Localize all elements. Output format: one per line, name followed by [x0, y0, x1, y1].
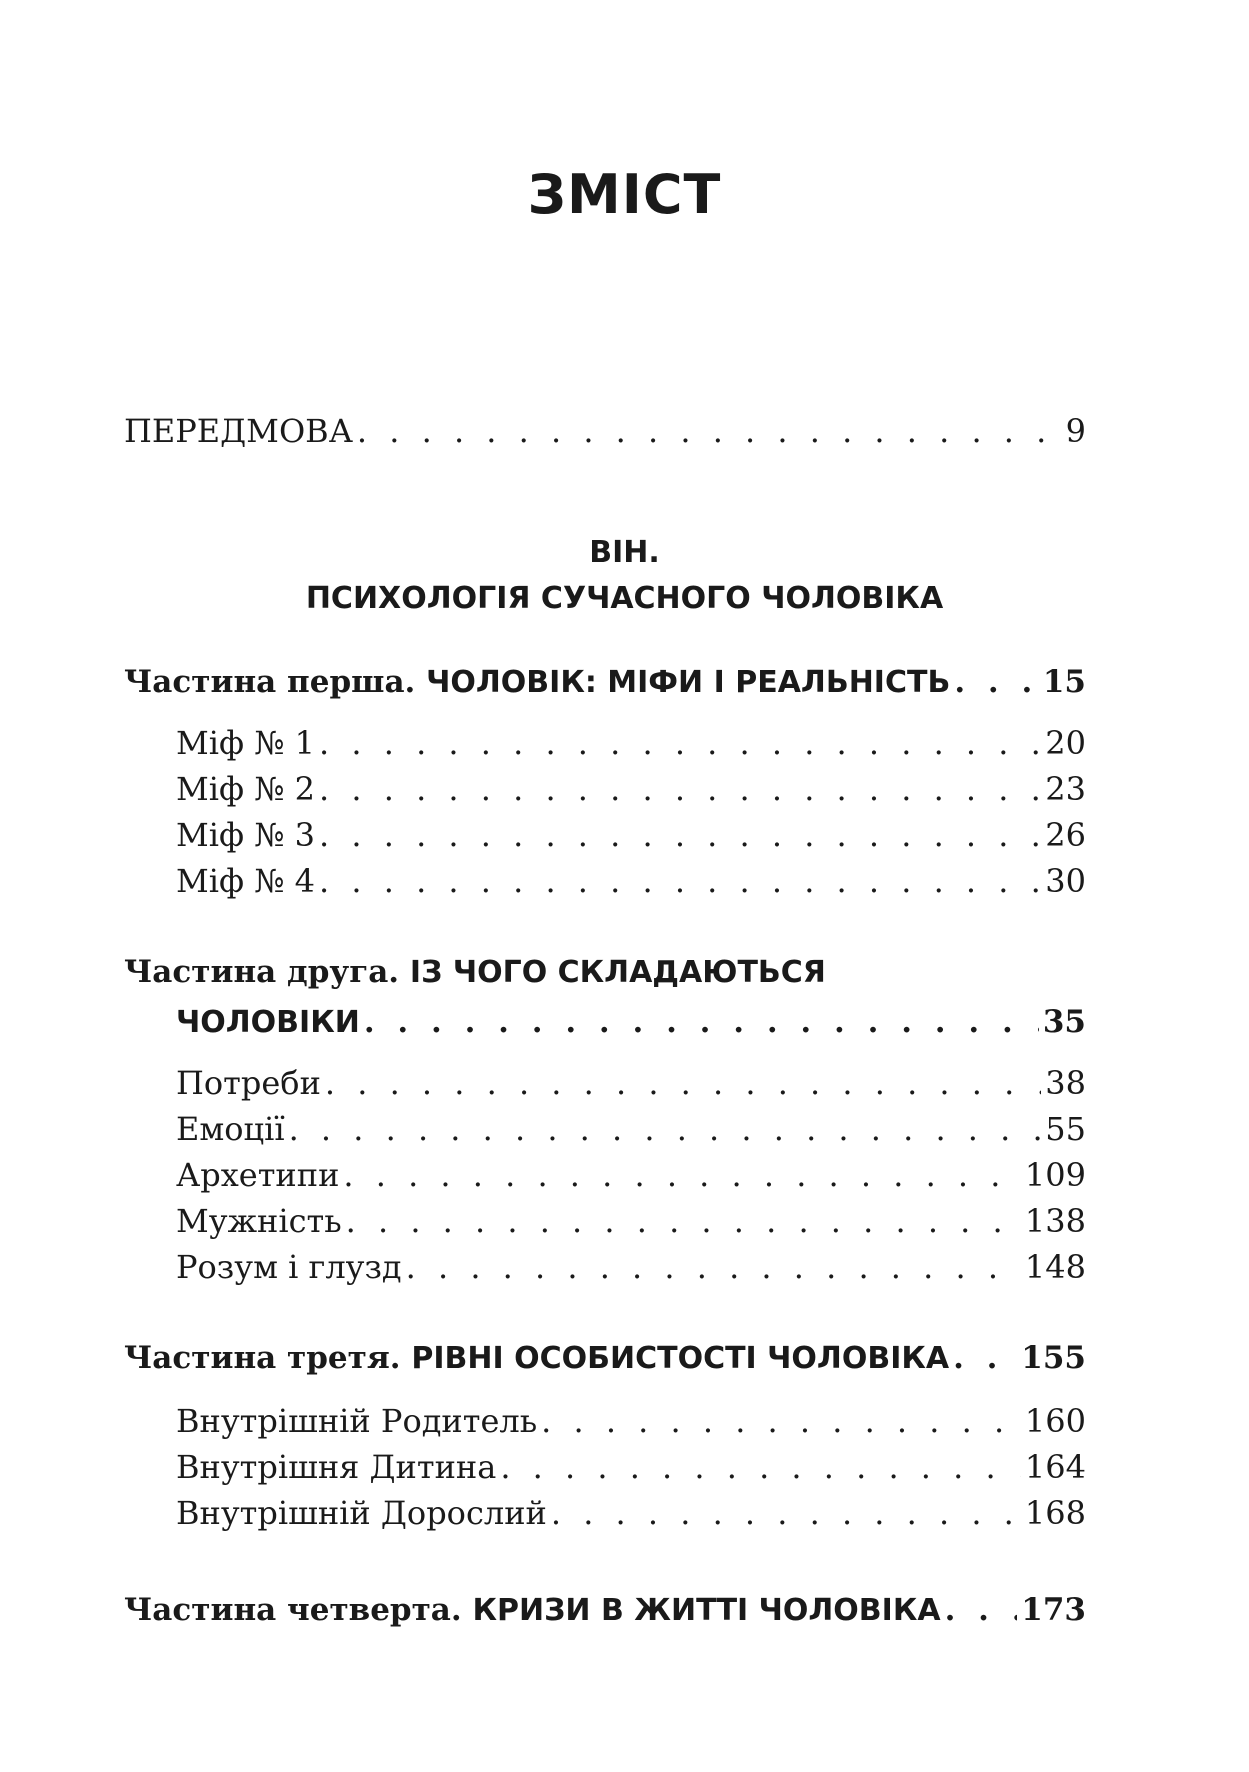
- leader-dots: [945, 1592, 1018, 1628]
- part-prefix: Частина четверта.: [124, 1592, 462, 1628]
- leader-dots: [319, 862, 1041, 900]
- toc-entry-page: 23: [1045, 770, 1086, 808]
- part-title-line-2: ЧОЛОВІКИ: [176, 1005, 360, 1040]
- leader-dots: [289, 1110, 1042, 1148]
- toc-part-4: [124, 1592, 1086, 1638]
- toc-entry: [176, 1156, 1086, 1202]
- toc-entry: [176, 1110, 1086, 1156]
- toc-entry-page: 55: [1045, 1110, 1086, 1148]
- leader-dots: [319, 816, 1041, 854]
- toc-entry-preface: [124, 412, 1086, 458]
- leader-dots: [551, 1494, 1021, 1532]
- toc-entry: [176, 1402, 1086, 1448]
- leader-dots: [319, 770, 1041, 808]
- toc-entry-page: 38: [1045, 1064, 1086, 1102]
- section-heading: [0, 530, 1249, 622]
- leader-dots: [346, 1202, 1021, 1240]
- toc-entry: [176, 816, 1086, 862]
- toc-part-1: [124, 664, 1086, 710]
- toc-entry-page: 138: [1024, 1202, 1086, 1240]
- part-prefix: Частина третя.: [124, 1340, 401, 1376]
- toc-part-page: 155: [1021, 1340, 1086, 1376]
- toc-entry-page: 26: [1045, 816, 1086, 854]
- toc-part-page: 35: [1042, 1004, 1086, 1040]
- part-prefix: Частина перша.: [124, 664, 416, 700]
- toc-entry-page: 160: [1024, 1402, 1086, 1440]
- toc-entry-label: Емоції: [176, 1110, 285, 1148]
- toc-entry: [176, 1202, 1086, 1248]
- toc-entry-page: 148: [1024, 1248, 1086, 1286]
- toc-part-3: [124, 1340, 1086, 1386]
- toc-entry-label: Внутрішній Дорослий: [176, 1494, 547, 1532]
- toc-entry: [176, 1064, 1086, 1110]
- toc-entry-page: 20: [1045, 724, 1086, 762]
- leader-dots: [325, 1064, 1041, 1102]
- leader-dots: [364, 1004, 1039, 1040]
- toc-entry-label: Внутрішній Родитель: [176, 1402, 538, 1440]
- leader-dots: [357, 412, 1062, 450]
- leader-dots: [954, 664, 1039, 700]
- leader-dots: [541, 1402, 1021, 1440]
- toc-entry: [176, 770, 1086, 816]
- toc-entry-label: Внутрішня Дитина: [176, 1448, 497, 1486]
- leader-dots: [343, 1156, 1021, 1194]
- leader-dots: [953, 1340, 1017, 1376]
- part-title: РІВНІ ОСОБИСТОСТІ ЧОЛОВІКА: [411, 1341, 950, 1376]
- toc-entry: [176, 724, 1086, 770]
- toc-entry: [176, 862, 1086, 908]
- part-prefix: Частина друга.: [124, 954, 400, 990]
- toc-entry-label: Мужність: [176, 1202, 342, 1240]
- toc-part-2: [176, 1004, 1086, 1050]
- toc-part-page: 15: [1042, 664, 1086, 700]
- toc-entry-label: Міф № 1: [176, 724, 316, 762]
- toc-entry-label: Міф № 2: [176, 770, 316, 808]
- toc-entry-label: Архетипи: [176, 1156, 340, 1194]
- toc-entry-label: ПЕРЕДМОВА: [124, 412, 353, 450]
- toc-entry-page: 30: [1045, 862, 1086, 900]
- toc-part-page: 173: [1021, 1592, 1086, 1628]
- toc-entry-page: 168: [1024, 1494, 1086, 1532]
- part-title: ЧОЛОВІК: МІФИ І РЕАЛЬНІСТЬ: [426, 665, 951, 700]
- toc-entry-label: Розум і глузд: [176, 1248, 402, 1286]
- toc-entry: [176, 1248, 1086, 1294]
- leader-dots: [406, 1248, 1021, 1286]
- toc-entry-page: 9: [1065, 412, 1086, 450]
- page-title: ЗМІСТ: [527, 163, 722, 226]
- toc-entry-label: Потреби: [176, 1064, 321, 1102]
- leader-dots: [319, 724, 1041, 762]
- toc-entry-label: Міф № 3: [176, 816, 316, 854]
- toc-entry: [176, 1494, 1086, 1540]
- part-title: КРИЗИ В ЖИТТІ ЧОЛОВІКА: [472, 1593, 941, 1628]
- leader-dots: [500, 1448, 1021, 1486]
- toc-part-2-line-1: [124, 954, 826, 990]
- part-title-line-1: ІЗ ЧОГО СКЛАДАЮТЬСЯ: [409, 955, 826, 990]
- toc-entry: [176, 1448, 1086, 1494]
- section-heading-line-2: ПСИХОЛОГІЯ СУЧАСНОГО ЧОЛОВІКА: [305, 581, 944, 616]
- toc-entry-label: Міф № 4: [176, 862, 316, 900]
- toc-entry-page: 164: [1024, 1448, 1086, 1486]
- toc-entry-page: 109: [1024, 1156, 1086, 1194]
- section-heading-line-1: ВІН.: [589, 535, 660, 570]
